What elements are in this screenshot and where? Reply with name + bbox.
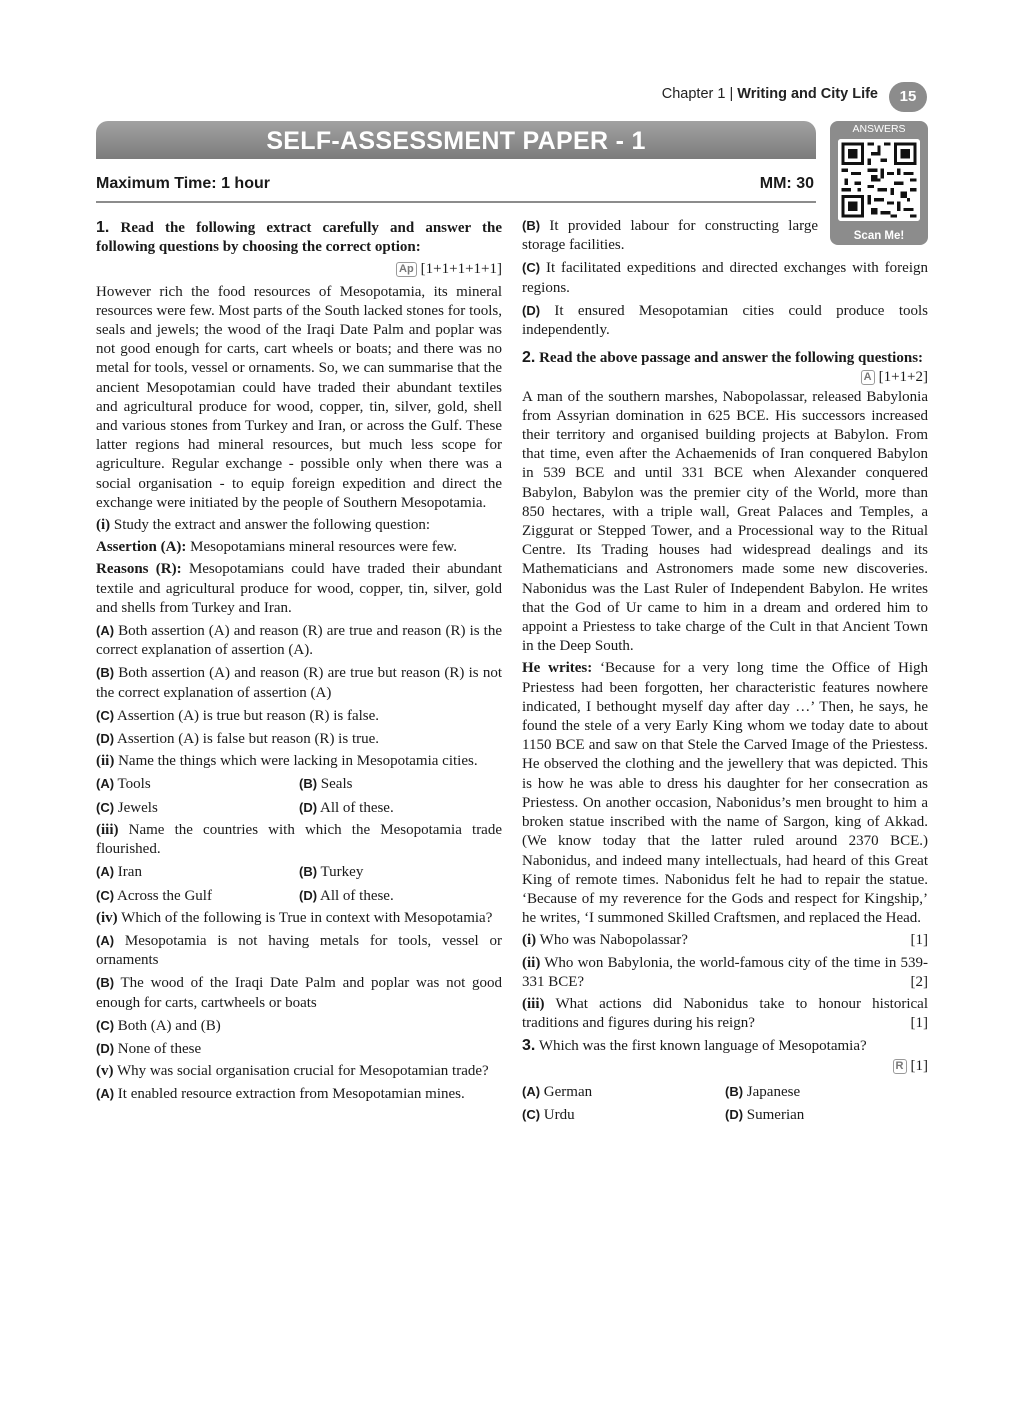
- max-time: Maximum Time: 1 hour: [96, 175, 270, 192]
- option-label: (D): [725, 1106, 744, 1122]
- option-label: (D): [299, 799, 318, 815]
- q1-ii-option-c[interactable]: [96, 798, 299, 818]
- right-column: [522, 216, 928, 1128]
- reason-text: Mesopotamians could have traded their abundant textile and agricultural produce for wood, copper, tin, silver, gold and shells from Turkey and Iran.: [96, 561, 503, 616]
- option-label: (C): [96, 799, 115, 815]
- q1-iii-text: Name the countries with which the Mesopotamia trade flourished.: [96, 821, 502, 858]
- option-label: (B): [522, 218, 541, 233]
- q1-iv-question: [96, 909, 502, 928]
- q1-iv-option-a[interactable]: [96, 931, 502, 970]
- option-label: (C): [96, 887, 115, 903]
- q1-ii-text: Name the things which were lacking in Mesopotamia cities.: [118, 753, 478, 770]
- option-label: (B): [299, 864, 318, 880]
- option-text: It ensured Mesopotamian cities could produce tools independently.: [522, 302, 928, 339]
- left-column: [96, 218, 502, 1108]
- q1-number: 1.: [96, 219, 110, 236]
- option-label: (D): [96, 731, 115, 747]
- q2-writes-text: ‘Because for a very long time the Office of High Priestess had been forgotten, her characteristic features nowhere indicated, I bethought myself day after day …’ Then, he says, he found the stele of a very Early King whom we today date to about 1150 BCE and saw on that Stele the Carved Image of the Priestess. He observed the clothing and the jewellery that was depicted. This is how he was able to dress his daughter for her consecration as Priestess. On another occasion, Nabonidus’s men brought to him a broken statue inscribed with the name of Sargon, king of Akkad. (We know today that the latter ruled around 2370 BCE.) Nabonidus, and indeed many intellectuals, had heard of this Great King of remote times. Nabonidus felt he had to repair the statue. ‘Because of my reverence for the Gods and respect for Kingship,’ he writes, ‘I summoned Skilled Craftsmen, and replaced the Head.: [522, 660, 929, 927]
- q3-option-a[interactable]: [522, 1082, 725, 1102]
- q3-number: 3.: [522, 1037, 536, 1055]
- max-marks: MM: 30: [759, 175, 814, 192]
- option-text: Both assertion (A) and reason (R) are true and reason (R) is the correct explanation of assertion (A).: [96, 623, 502, 659]
- q1-v-option-c[interactable]: [522, 258, 928, 297]
- option-text: It enabled resource extraction from Mesopotamian mines.: [117, 1086, 465, 1103]
- q2-heading: [522, 348, 928, 387]
- paper-title-banner: SELF-ASSESSMENT PAPER - 1: [96, 121, 816, 159]
- q1-iv-option-c[interactable]: [96, 1016, 502, 1036]
- option-text: All of these.: [319, 799, 394, 816]
- option-label: (C): [522, 260, 541, 276]
- q1-iii-option-b[interactable]: [299, 862, 502, 882]
- option-label: (D): [522, 302, 541, 318]
- option-label: (D): [299, 887, 318, 903]
- option-text: Across the Gulf: [116, 887, 212, 904]
- q1-v-option-b[interactable]: [522, 216, 818, 255]
- q3-options-row-1: [522, 1082, 928, 1102]
- q1-ii-option-a[interactable]: [96, 774, 299, 794]
- q1-i-question: [96, 516, 502, 535]
- option-text: German: [543, 1083, 593, 1100]
- q1-ii-option-b[interactable]: [299, 774, 502, 794]
- q1-iii-option-d[interactable]: [299, 886, 502, 906]
- q2-heading-text: Read the above passage and answer the following questions:: [539, 350, 924, 367]
- option-label: (B): [96, 665, 115, 681]
- q2-iii-text: What actions did Nabonidus take to honour historical traditions and figures during his reign?: [522, 995, 928, 1032]
- q1-i-option-d[interactable]: [96, 729, 502, 749]
- header-divider: [96, 201, 816, 203]
- option-text: None of these: [117, 1040, 202, 1057]
- q1-passage: However rich the food resources of Mesopotamia, its mineral resources were few. Most parts of the South lacked stones for tools, seals and jewels; the wood of the Iraqi Date Palm and poplar was not good enough for carts, cart wheels or boats; and there was no metal for tools, vessel or ornaments. So, we can summarise that the ancient Mesopotamian could have traded their abundant textiles and agricultural produce for wood, copper, tin, silver, gold, shell and various stones from Turkey and Iran, or across the Gulf. These latter regions had mineral resources, but much less scope for agriculture. Regular exchange - possible only when there was a social organisation - to equip foreign expedition and direct the exchange were initiated by the people of Southern Mesopotamia.: [96, 283, 502, 511]
- option-label: (A): [96, 932, 115, 948]
- option-text: Sumerian: [746, 1106, 805, 1123]
- option-text: Urdu: [543, 1106, 575, 1123]
- option-label: (D): [96, 1040, 115, 1056]
- q1-marks: [1+1+1+1+1]: [420, 261, 502, 278]
- q1-v-option-d[interactable]: [522, 301, 928, 340]
- option-label: (A): [96, 1086, 115, 1102]
- chapter-label: Chapter 1: [661, 86, 726, 102]
- q1-ii-label: (ii): [96, 753, 115, 770]
- applying-tag-icon: Ap: [396, 262, 417, 277]
- option-text: The wood of the Iraqi Date Palm and poplar was not good enough for carts, cartwheels or boats: [96, 975, 502, 1011]
- q2-writes: [522, 659, 928, 928]
- q1-v-label: (v): [96, 1063, 114, 1080]
- q1-heading-text: Read the following extract carefully and answer the following questions by choosing the correct option:: [96, 220, 503, 256]
- q1-iii-question: [96, 821, 502, 859]
- option-label: (A): [96, 623, 115, 639]
- q1-i-option-b[interactable]: [96, 663, 502, 702]
- page-number: 15: [889, 82, 927, 112]
- analysing-tag-icon: A: [861, 370, 875, 385]
- option-text: Both (A) and (B): [117, 1017, 221, 1034]
- q2-ii-label: (ii): [522, 954, 541, 971]
- q2-passage: A man of the southern marshes, Nabopolassar, released Babylonia from Assyrian domination in 625 BCE. His successors increased their territory and organised building projects at Babylon. From that time, even after the Achaemenids of Iran conquered Babylon in 539 BCE and until 331 BCE when Alexander conquered Babylon, Babylon was the premier city of the World, more than 850 hectares, with a triple wall, Great Palaces and Temples, a Ziggurat or Stepped Tower, and a Processional way to the Ritual Centre. Its Trading houses had widespread dealings and its Mathematicians and Astronomers made some new discoveries. Nabonidus was the Last Ruler of Independent Babylon. He writes that the God of Ur came to him in a dream and ordered him to appoint a Priestess to take charge of the Cult in that Ancient Town in the Deep South.: [522, 388, 928, 655]
- reason-label: Reasons (R):: [96, 561, 182, 578]
- q1-ii-options-row-2: [96, 798, 502, 818]
- chapter-line: [662, 86, 878, 102]
- q1-v-text: Why was social organisation crucial for Mesopotamian trade?: [116, 1063, 489, 1080]
- q1-iv-text: Which of the following is True in context with Mesopotamia?: [121, 909, 493, 926]
- option-text: Iran: [117, 864, 142, 881]
- option-label: (B): [96, 975, 115, 991]
- qr-bottom-label: Scan Me!: [853, 230, 905, 242]
- option-label: (C): [522, 1106, 541, 1122]
- option-text: Turkey: [320, 864, 364, 881]
- paper-meta: [96, 175, 816, 199]
- q3-marks: [1]: [910, 1057, 928, 1074]
- q1-ii-question: [96, 752, 502, 771]
- option-label: (A): [96, 864, 115, 880]
- option-text: Both assertion (A) and reason (R) are true but reason (R) is not the correct explanation of assertion (A): [96, 665, 503, 701]
- q2-iii-marks: [1]: [910, 1015, 928, 1032]
- q1-iv-label: (iv): [96, 909, 118, 926]
- q1-i-option-c[interactable]: [96, 706, 502, 726]
- q1-i-option-a[interactable]: [96, 621, 502, 660]
- q3-marks-line: [522, 1057, 928, 1076]
- q1-iii-label: (iii): [96, 821, 119, 838]
- option-label: (C): [96, 707, 115, 723]
- q1-marks-line: [96, 260, 502, 279]
- q1-iii-options-row-2: [96, 886, 502, 906]
- q2-i-question: [522, 931, 928, 950]
- remembering-tag-icon: R: [893, 1059, 907, 1074]
- q1-iii-options-row-1: [96, 862, 502, 882]
- q1-assertion: [96, 538, 502, 557]
- q3-option-c[interactable]: [522, 1105, 725, 1125]
- option-text: All of these.: [319, 887, 394, 904]
- q3-option-b[interactable]: [725, 1082, 928, 1102]
- q1-heading: [96, 218, 502, 257]
- page-header: [0, 82, 1024, 112]
- q3-question: [522, 1036, 928, 1056]
- option-label: (C): [96, 1017, 115, 1033]
- option-text: It facilitated expeditions and directed exchanges with foreign regions.: [522, 260, 928, 296]
- q3-option-d[interactable]: [725, 1105, 928, 1125]
- option-text: Assertion (A) is false but reason (R) is true.: [116, 731, 380, 748]
- q1-ii-option-d[interactable]: [299, 798, 502, 818]
- q2-ii-marks: [2]: [910, 973, 928, 990]
- q3-options-row-2: [522, 1105, 928, 1125]
- assertion-text: Mesopotamians mineral resources were few.: [190, 539, 457, 556]
- option-text: Jewels: [117, 799, 158, 816]
- qr-top-label: ANSWERS: [852, 123, 906, 135]
- q1-iv-option-b[interactable]: [96, 973, 502, 1012]
- chapter-title: Writing and City Life: [737, 86, 878, 102]
- q2-ii-question: [522, 954, 928, 992]
- q1-ii-options-row-1: [96, 774, 502, 794]
- option-text: Mesopotamia is not having metals for tools, vessel or ornaments: [96, 932, 502, 969]
- q1-i-label: (i): [96, 517, 111, 534]
- q2-ii-text: Who won Babylonia, the world-famous city of the time in 539-331 BCE?: [522, 954, 928, 990]
- option-label: (A): [522, 1083, 541, 1099]
- q1-reason: [96, 560, 502, 618]
- q2-writes-label: He writes:: [522, 660, 593, 677]
- q2-i-label: (i): [522, 932, 537, 949]
- q1-iii-option-a[interactable]: [96, 862, 299, 882]
- qr-code-icon[interactable]: [838, 139, 920, 221]
- option-text: Tools: [117, 776, 151, 793]
- q2-i-marks: [1]: [910, 932, 928, 949]
- q2-i-text: Who was Nabopolassar?: [539, 932, 688, 949]
- q2-iii-label: (iii): [522, 995, 545, 1012]
- q2-marks-group: [861, 368, 928, 387]
- q1-iii-option-c[interactable]: [96, 886, 299, 906]
- q1-v-option-a[interactable]: [96, 1084, 502, 1104]
- option-label: (B): [299, 776, 318, 792]
- q2-number: 2.: [522, 349, 536, 367]
- option-text: Japanese: [746, 1083, 801, 1100]
- option-label: (A): [96, 776, 115, 792]
- q3-text: Which was the first known language of Mesopotamia?: [538, 1038, 867, 1055]
- assertion-label: Assertion (A):: [96, 539, 187, 556]
- q2-iii-question: [522, 995, 928, 1033]
- option-label: (B): [725, 1083, 744, 1099]
- option-text: Seals: [320, 776, 353, 793]
- q1-i-text: Study the extract and answer the following question:: [113, 517, 431, 534]
- q1-iv-option-d[interactable]: [96, 1039, 502, 1059]
- option-text: It provided labour for constructing large storage facilities.: [522, 218, 819, 254]
- option-text: Assertion (A) is true but reason (R) is false.: [116, 707, 380, 724]
- chapter-separator: |: [729, 86, 734, 102]
- q1-v-question: [96, 1062, 502, 1081]
- q2-marks: [1+1+2]: [878, 369, 928, 386]
